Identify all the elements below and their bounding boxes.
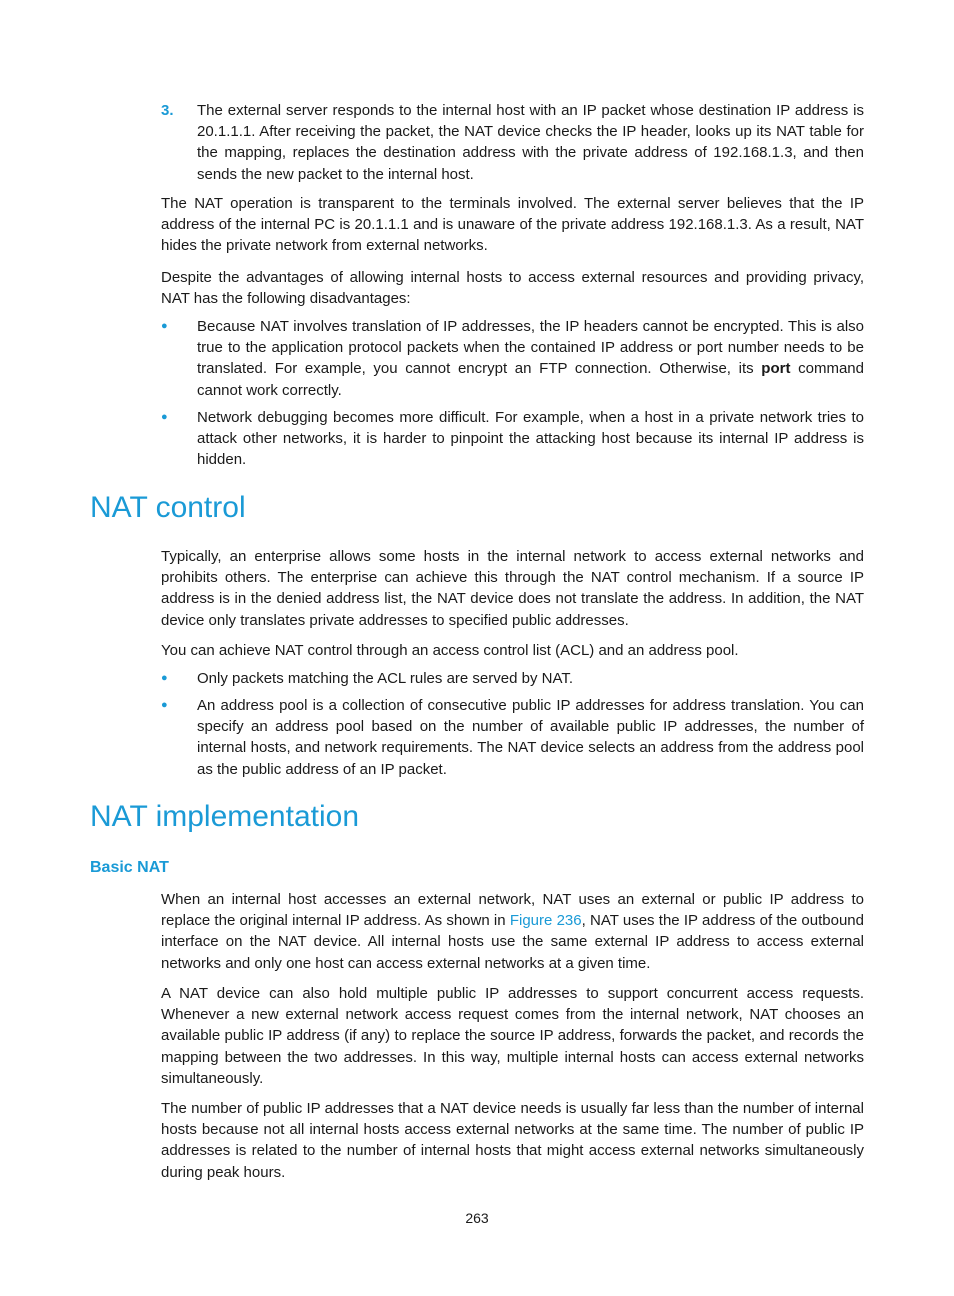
bullet-icon: ●	[161, 699, 168, 711]
bullet-item-encryption	[161, 316, 864, 401]
bullet-item-address-pool	[161, 695, 864, 780]
section-heading-nat-control: NAT control	[90, 491, 246, 524]
paragraph-disadvantages-intro: Despite the advantages of allowing internal hosts to access external resources and providing privacy, NAT has the following disadvantages:	[161, 269, 864, 308]
bullet-text: Because NAT involves translation of IP addresses, the IP headers cannot be encrypted. This is also true to the application protocol packets when the contained IP address or port number needs to be translated. For example, you cannot encrypt an FTP connection. Otherwise, its port command cannot work correctly.	[197, 318, 864, 399]
step-text: The external server responds to the internal host with an IP packet whose destination IP address is 20.1.1.1. After receiving the packet, the NAT device checks the IP header, looks up its NAT table for the mapping, replaces the destination address with the private address of 192.168.1.3, and then sends the new packet to the internal host.	[197, 102, 864, 183]
numbered-step-3	[161, 100, 864, 185]
bullet-icon: ●	[161, 320, 168, 332]
paragraph-nat-control: Typically, an enterprise allows some hosts in the internal network to access external networks and prohibits others. The enterprise can achieve this through the NAT control mechanism. If a source IP address is in the denied address list, the NAT device does not translate the address. In addition, the NAT device only translates private addresses to specified public addresses.	[161, 548, 864, 629]
bullet-icon: ●	[161, 411, 168, 423]
page-number: 263	[465, 1210, 489, 1226]
bullet-text: An address pool is a collection of consecutive public IP addresses for address translation. You can specify an address pool based on the number of available public IP addresses, the number of internal hosts, and network requirements. The NAT device selects an address from the address pool as the public address of an IP packet.	[197, 697, 864, 778]
paragraph-acl: You can achieve NAT control through an access control list (ACL) and an address pool.	[161, 642, 739, 659]
paragraph-basic-nat-1: When an internal host accesses an external network, NAT uses an external or public IP address to replace the original internal IP address. As shown in Figure 236, NAT uses the IP address of the outbound interface on the NAT device. All internal hosts use the same external IP address to access external networks and only one host can access external networks at a given time.	[161, 891, 864, 972]
paragraph-basic-nat-2: A NAT device can also hold multiple public IP addresses to support concurrent access requests. Whenever a new external network access request comes from the internal network, NAT chooses an available public IP address (if any) to replace the source IP address, forwards the packet, and records the mapping between the two addresses. In this way, multiple internal hosts can access external networks simultaneously.	[161, 985, 864, 1087]
paragraph-basic-nat-3: The number of public IP addresses that a NAT device needs is usually far less than the number of internal hosts because not all internal hosts access external networks at the same time. The number of public IP addresses is related to the number of internal hosts that might access external networks simultaneously during peak hours.	[161, 1100, 864, 1181]
step-number: 3.	[161, 102, 174, 119]
bullet-text: Only packets matching the ACL rules are served by NAT.	[197, 670, 574, 687]
figure-link[interactable]: Figure 236	[509, 912, 582, 930]
command-keyword: port	[761, 360, 791, 378]
bullet-item-acl	[161, 668, 864, 689]
bullet-text: Network debugging becomes more difficult. For example, when a host in a private network tries to attack other networks, it is harder to pinpoint the attacking host because its internal IP address is hidden.	[197, 409, 864, 469]
bullet-item-debugging	[161, 407, 864, 471]
subsection-heading-basic-nat: Basic NAT	[90, 859, 169, 876]
bullet-icon: ●	[161, 672, 168, 684]
section-heading-nat-implementation: NAT implementation	[90, 800, 360, 833]
paragraph-transparent: The NAT operation is transparent to the terminals involved. The external server believes that the IP address of the internal PC is 20.1.1.1 and is unaware of the private address 192.168.1.3. As a result, NAT hides the private network from external networks.	[161, 195, 864, 255]
